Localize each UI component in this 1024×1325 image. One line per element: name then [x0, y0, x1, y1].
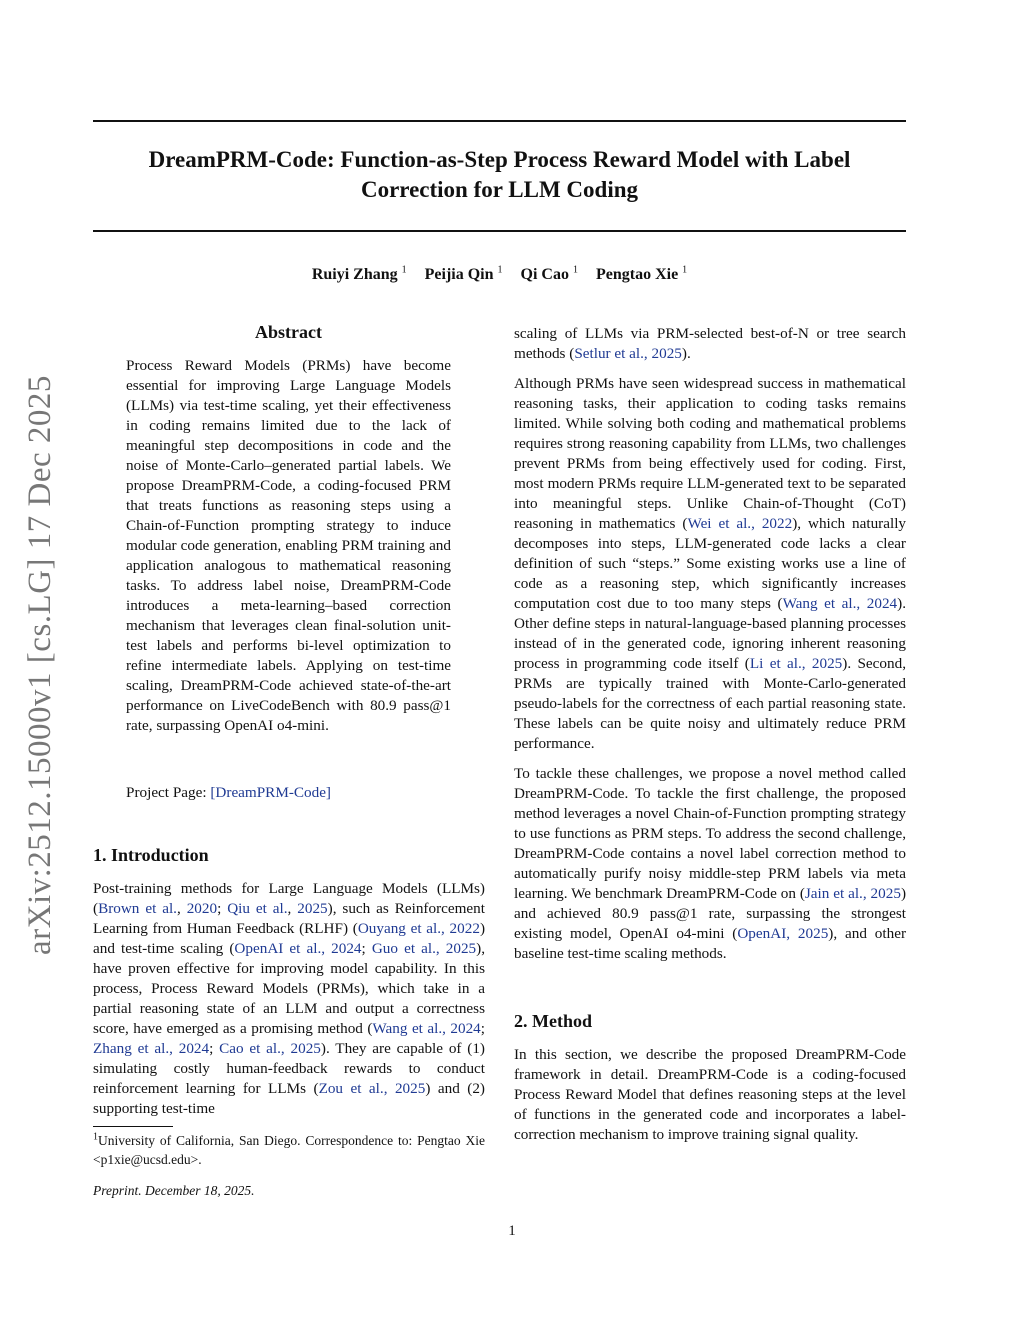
right-paragraph-3 [514, 764, 906, 964]
citation-link[interactable]: Qiu et al. [227, 900, 288, 917]
citation-link[interactable]: OpenAI, 2025 [737, 925, 829, 942]
citation-link[interactable]: Brown et al. [98, 900, 177, 917]
citation-link[interactable]: Zhang et al., 2024 [93, 1040, 210, 1057]
text-run: ) and test-time scaling ( [93, 920, 485, 957]
intro-paragraph [93, 879, 485, 1119]
author: Qi Cao $^1$ [520, 264, 578, 283]
citation-link[interactable]: Wang et al., 2024 [782, 595, 898, 612]
abstract-heading: Abstract [255, 322, 322, 342]
text-run: ), have proven effective for improving model capability. In this process, Process Reward Models (PRMs), which take in a partial reasoning state of an LLM and output a correctness score, have emerged as a promising method ( [93, 940, 485, 1037]
citation-link[interactable]: Jain et al., 2025 [804, 885, 901, 902]
citation-link[interactable]: Guo et al., 2025 [371, 940, 477, 957]
citation-link[interactable]: Li et al., 2025 [749, 655, 843, 672]
citation-link[interactable]: 2020 [186, 900, 218, 917]
right-paragraph-1 [514, 324, 906, 364]
right-paragraph-2 [514, 374, 906, 754]
text-run: To tackle these challenges, we propose a novel method called DreamPRM-Code. To tackle the first challenge, the proposed method leverages a novel Chain-of-Function prompting strategy to use functions as PRM steps. To address the second challenge, DreamPRM-Code contains a novel label correction method to automatically purify noisy middle-step PRM labels via meta learning. We benchmark DreamPRM-Code on ( [514, 765, 906, 902]
title-rule-top [93, 120, 906, 122]
citation-link[interactable]: Wang et al., 2024 [372, 1020, 481, 1037]
preprint-note: Preprint. December 18, 2025. [93, 1183, 255, 1198]
text-run: scaling of LLMs via PRM-selected best-of-N or tree search methods ( [514, 325, 906, 362]
text-run: ). They are capable of (1) simulating costly human-feedback rewards to conduct reinforcement learning for LLMs ( [93, 1040, 485, 1097]
section-heading-method: 2. Method [514, 1011, 592, 1031]
text-run: ), which naturally decomposes into steps, LLM-generated code lacks a clear definition of such “steps.” Some existing works use a line of code as a reasoning step, which significantly increases computation cost due to too many steps ( [514, 515, 907, 612]
arxiv-side-stamp: arXiv:2512.15000v1 [cs.LG] 17 Dec 2025 [22, 375, 58, 955]
text-run: , [287, 900, 298, 917]
citation-link[interactable]: Wei et al., 2022 [687, 515, 793, 532]
citation-link[interactable]: Cao et al., 2025 [219, 1040, 321, 1057]
text-run: Although PRMs have seen widespread success in mathematical reasoning tasks, their application to coding tasks remains limited. While solving both coding and mathematical problems requires strong reasoning capability from LLMs, two challenges prevent PRMs from being effectively used for coding. First, most modern PRMs require LLM-generated text to be separated into meaningful steps. Unlike Chain-of-Thought (CoT) reasoning in mathematics ( [514, 375, 906, 532]
project-page-label: Project Page: [126, 784, 207, 801]
text-run: ) and achieved 80.9 pass@1 rate, surpassing the strongest existing model, OpenAI o4-mini ( [514, 885, 906, 942]
citation-link[interactable]: Zou et al., 2025 [318, 1080, 426, 1097]
footnote-text: University of California, San Diego. Correspondence to: Pengtao Xie <p1xie@ucsd.edu>. [93, 1133, 485, 1167]
text-run: ). Second, PRMs are typically trained with Monte-Carlo-generated pseudo-labels for the correctness of each partial reasoning state. These labels can be quite noisy and ultimately reduce PRM performance. [514, 655, 906, 752]
project-page-line [126, 784, 331, 802]
author: Ruiyi Zhang $^1$ [311, 264, 407, 283]
paper-title [93, 145, 906, 205]
footnote: $^1$University of California, San Diego. Correspondence to: Pengtao Xie <p1xie@ucsd.edu>. [93, 1131, 485, 1167]
text-run: ) and (2) supporting test-time [93, 1080, 485, 1117]
text-run: ), and other baseline test-time scaling methods. [514, 925, 906, 962]
text-run: , [176, 900, 187, 917]
method-paragraph: In this section, we describe the proposed DreamPRM-Code framework in detail. DreamPRM-Code is a coding-focused Process Reward Model that defines reasoning steps at the level of functions in the generated code and incorporates a label-correction mechanism to improve training signal quality. [514, 1046, 906, 1143]
text-run: Post-training methods for Large Language Models (LLMs) ( [93, 880, 485, 917]
citation-link[interactable]: Setlur et al., 2025 [574, 345, 682, 362]
text-run: ; [361, 940, 372, 957]
text-run: ). [681, 345, 691, 362]
text-run: ; [217, 900, 228, 917]
page-number: 1 [508, 1223, 516, 1239]
text-run: ), such as Reinforcement Learning from Human Feedback (RLHF) ( [93, 900, 485, 937]
abstract-text: Process Reward Models (PRMs) have become essential for improving Large Language Models (LLMs) via test-time scaling, yet their effectiveness in coding remains limited due to the lack of meaningful step decompositions in code and the noise of Monte-Carlo–generated partial labels. We propose DreamPRM-Code, a coding-focused PRM that treats functions as reasoning steps using a Chain-of-Function prompting strategy to induce modular code generation, enabling PRM training and application analogous to mathematical reasoning tasks. To address label noise, DreamPRM-Code introduces a meta-learning–based correction mechanism that leverages clean final-solution unit-test labels and performs bi-level optimization to refine intermediate labels. Applying on test-time scaling, DreamPRM-Code achieved state-of-the-art performance on LiveCodeBench with 80.9 pass@1 rate, surpassing OpenAI o4-mini. [126, 357, 451, 734]
title-line-1: DreamPRM-Code: Function-as-Step Process Reward Model with Label [148, 147, 851, 172]
text-run: ). Other define steps in natural-language-based planning processes instead of in the generated code, ignoring inherent reasoning process in programming code itself ( [514, 595, 907, 672]
citation-link[interactable]: OpenAI et al., 2024 [234, 940, 362, 957]
author: Pengtao Xie $^1$ [595, 264, 688, 283]
text-run: ; [480, 1020, 486, 1037]
text-run: ; [209, 1040, 220, 1057]
title-line-2: Correction for LLM Coding [360, 177, 639, 202]
footnote-rule [93, 1126, 173, 1127]
author-list [93, 266, 906, 284]
citation-link[interactable]: Ouyang et al., 2022 [357, 920, 480, 937]
citation-link[interactable]: 2025 [297, 900, 328, 917]
title-rule-bottom [93, 230, 906, 232]
project-page-link[interactable]: [DreamPRM-Code] [210, 784, 331, 801]
author: Peijia Qin $^1$ [424, 264, 503, 283]
section-heading-introduction: 1. Introduction [93, 845, 209, 865]
